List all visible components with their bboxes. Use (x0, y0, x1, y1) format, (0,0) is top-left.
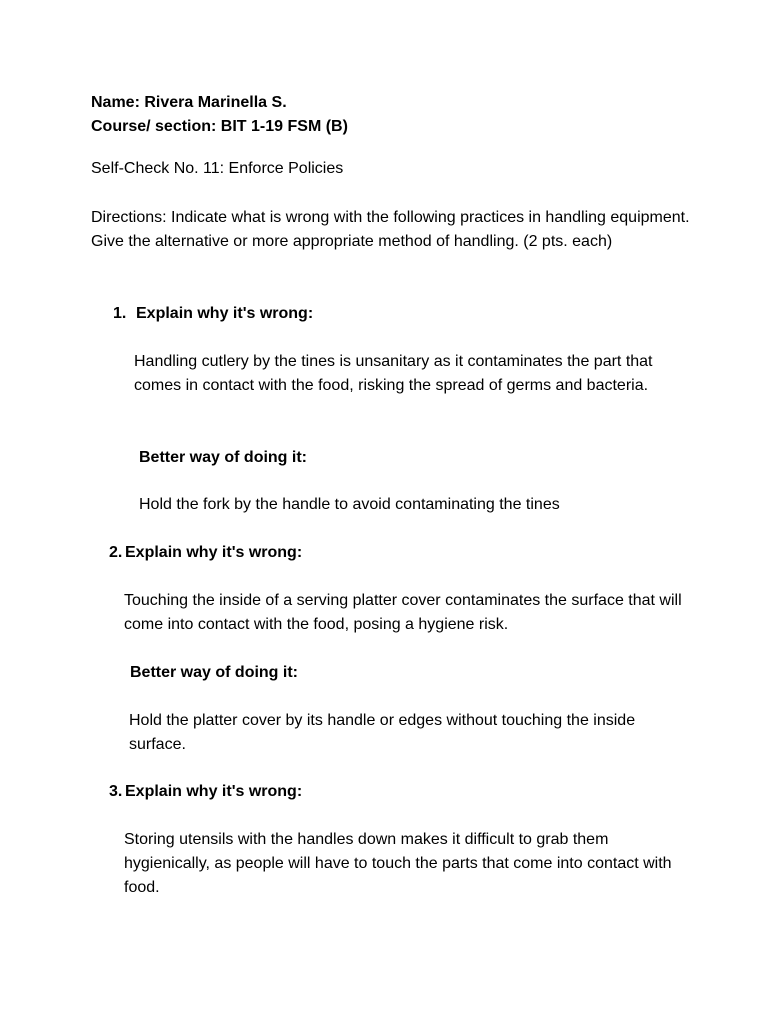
item-2-number: 2. (109, 544, 123, 561)
item-1-better-heading: Better way of doing it: (139, 449, 307, 466)
item-1-better-text: Hold the fork by the handle to avoid contaminating the tines (139, 496, 560, 513)
item-1-wrong-heading: Explain why it's wrong: (136, 305, 314, 322)
item-2-better-text: Hold the platter cover by its handle or edges without touching the inside surface. (129, 712, 636, 753)
course-section: Course/ section: BIT 1-19 FSM (B) (91, 118, 348, 135)
student-name: Name: Rivera Marinella S. (91, 94, 287, 111)
item-1-number: 1. (113, 305, 127, 322)
document-title: Self-Check No. 11: Enforce Policies (91, 160, 344, 177)
item-3-wrong-text: Storing utensils with the handles down makes it difficult to grab them hygienically, as people will have to touch the parts that come into contact with food. (124, 831, 672, 896)
item-3-number: 3. (109, 783, 123, 800)
item-2-wrong-heading: Explain why it's wrong: (125, 544, 303, 561)
directions-text: Directions: Indicate what is wrong with the following practices in handling equipment. Give the alternative or more appropriate method of handling. (2 pts. each) (91, 209, 690, 250)
item-2-wrong-text: Touching the inside of a serving platter cover contaminates the surface that will come into contact with the food, posing a hygiene risk. (124, 592, 682, 633)
item-1-wrong-text: Handling cutlery by the tines is unsanitary as it contaminates the part that comes in contact with the food, risking the spread of germs and bacteria. (134, 353, 653, 394)
item-2-better-heading: Better way of doing it: (130, 664, 298, 681)
item-3-wrong-heading: Explain why it's wrong: (125, 783, 303, 800)
